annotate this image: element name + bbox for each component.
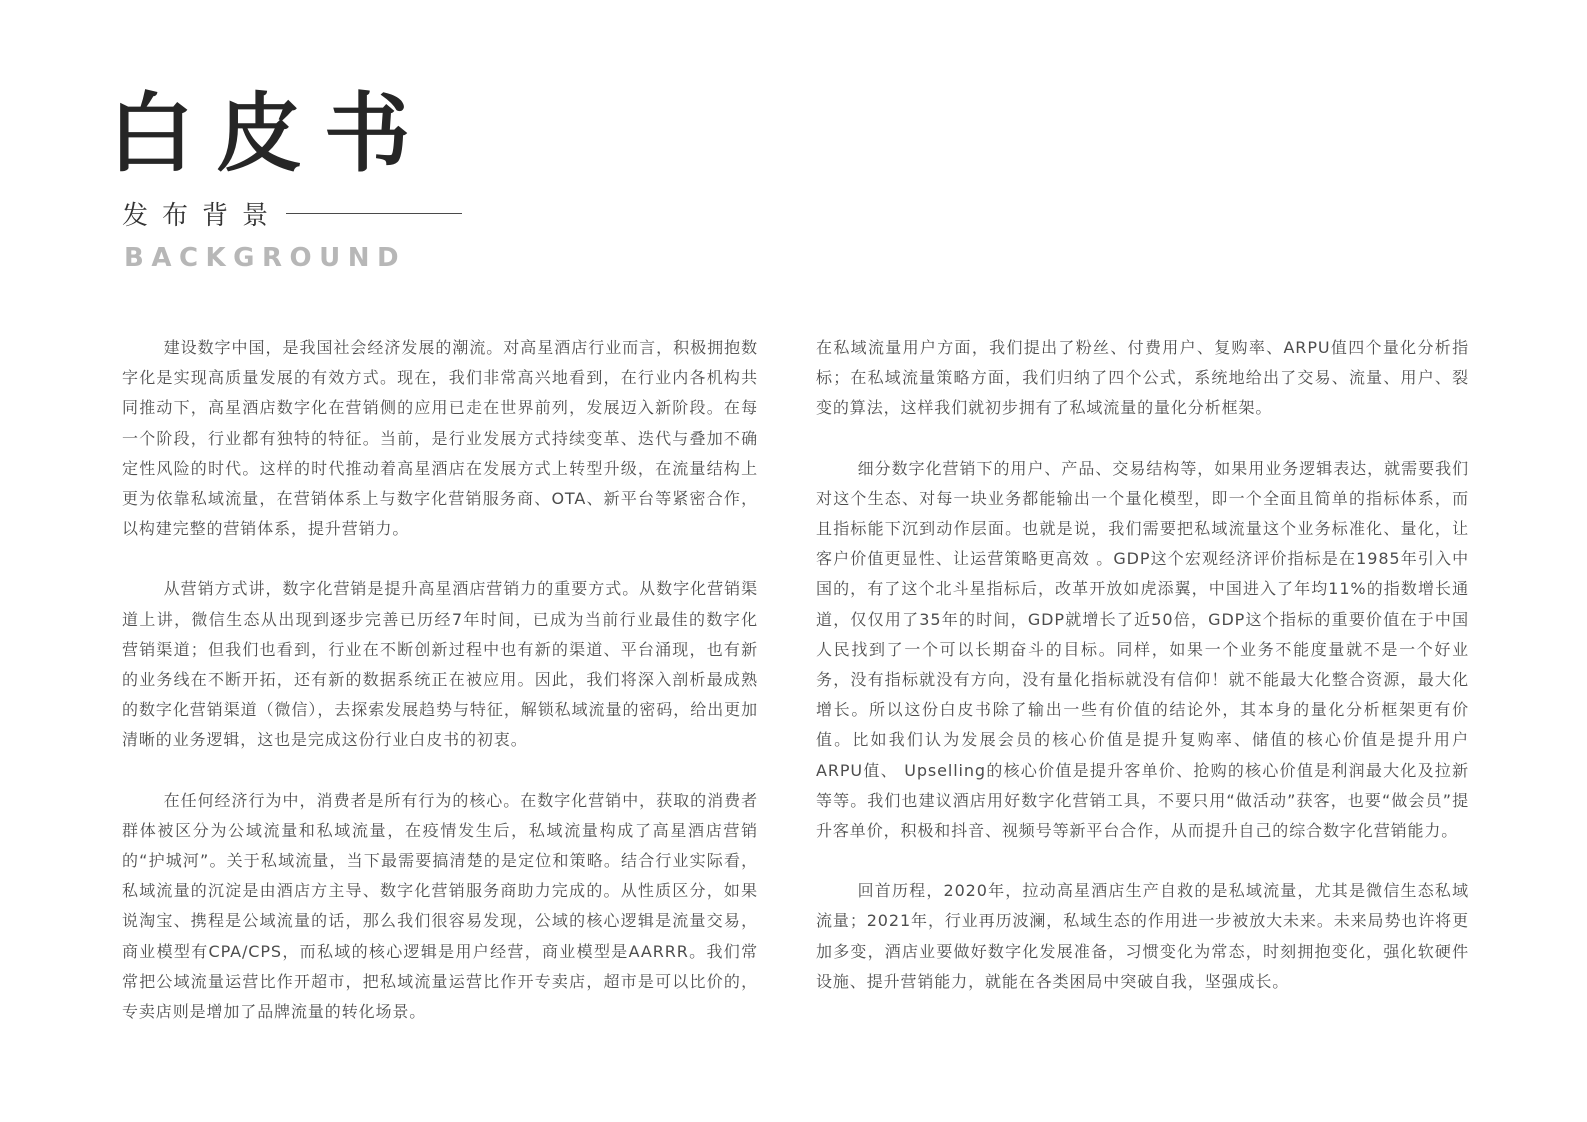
page-title: 白皮书 bbox=[108, 84, 432, 184]
paragraph: 回首历程，2020年，拉动高星酒店生产自救的是私域流量，尤其是微信生态私域流量；2021年，行业再历波澜，私域生态的作用进一步被放大未来。未来局势也许将更加多变，酒店业要做好数字化发展准备，习惯变化为常态，时刻拥抱变化，强化软硬件设施、提升营销能力，就能在各类困局中突破自我，坚强成长。 bbox=[816, 881, 1469, 991]
paragraph: 细分数字化营销下的用户、产品、交易结构等，如果用业务逻辑表达，就需要我们对这个生态、对每一块业务都能输出一个量化模型，即一个全面且简单的指标体系，而且指标能下沉到动作层面。也就是说，我们需要把私域流量这个业务标准化、量化，让客户价值更显性、让运营策略更高效 。GDP这个宏观经济评价指标是在1985年引入中国的，有了这个北斗星指标后，改革开放如虎添翼，中国进入了年均11%的指数增长通道，仅仅用了35年的时间，GDP就增长了近50倍，GDP这个指标的重要价值在于中国人民找到了一个可以长期奋斗的目标。同样，如果一个业务不能度量就不是一个好业务，没有指标就没有方向，没有量化指标就没有信仰！就不能最大化整合资源，最大化增长。所以这份白皮书除了输出一些有价值的结论外，其本身的量化分析框架更有价值。比如我们认为发展会员的核心价值是提升复购率、储值的核心价值是提升用户ARPU值、 Upselling的核心价值是提升客单价、抢购的核心价值是利润最大化及拉新等等。我们也建议酒店用好数字化营销工具，不要只用“做活动”获客，也要“做会员”提升客单价，积极和抖音、视频号等新平台合作，从而提升自己的综合数字化营销能力。 bbox=[816, 458, 1469, 841]
section-heading-en: BACKGROUND bbox=[124, 243, 407, 273]
section-heading bbox=[122, 196, 462, 230]
paragraph: 在任何经济行为中，消费者是所有行为的核心。在数字化营销中，获取的消费者群体被区分为公域流量和私域流量，在疫情发生后，私域流量构成了高星酒店营销的“护城河”。关于私域流量，当下最需要搞清楚的是定位和策略。结合行业实际看，私域流量的沉淀是由酒店方主导、数字化营销服务商助力完成的。从性质区分，如果说淘宝、携程是公域流量的话，那么我们很容易发现，公域的核心逻辑是流量交易，商业模型有CPA/CPS，而私域的核心逻辑是用户经营，商业模型是AARRR。我们常常把公域流量运营比作开超市，把私域流量运营比作开专卖店，超市是可以比价的，专卖店则是增加了品牌流量的转化场景。 bbox=[122, 790, 758, 1022]
paragraph: 从营销方式讲，数字化营销是提升高星酒店营销力的重要方式。从数字化营销渠道上讲，微信生态从出现到逐步完善已历经7年时间，已成为当前行业最佳的数字化营销渠道；但我们也看到，行业在不断创新过程中也有新的渠道、平台涌现，也有新的业务线在不断开拓，还有新的数据系统正在被应用。因此，我们将深入剖析最成熟的数字化营销渠道（微信），去探索发展趋势与特征，解锁私域流量的密码，给出更加清晰的业务逻辑，这也是完成这份行业白皮书的初衷。 bbox=[122, 579, 758, 750]
section-heading-cn: 发布背景 bbox=[122, 200, 283, 231]
left-text-column bbox=[122, 333, 758, 1057]
heading-divider-line bbox=[286, 213, 462, 214]
paragraph: 建设数字中国，是我国社会经济发展的潮流。对高星酒店行业而言，积极拥抱数字化是实现高质量发展的有效方式。现在，我们非常高兴地看到，在行业内各机构共同推动下，高星酒店数字化在营销侧的应用已走在世界前列，发展迈入新阶段。在每一个阶段，行业都有独特的特征。当前，是行业发展方式持续变革、迭代与叠加不确定性风险的时代。这样的时代推动着高星酒店在发展方式上转型升级，在流量结构上更为依靠私域流量，在营销体系上与数字化营销服务商、OTA、新平台等紧密合作，以构建完整的营销体系，提升营销力。 bbox=[122, 338, 758, 539]
paragraph: 在私域流量用户方面，我们提出了粉丝、付费用户、复购率、ARPU值四个量化分析指标；在私域流量策略方面，我们归纳了四个公式，系统地给出了交易、流量、用户、裂变的算法，这样我们就初步拥有了私域流量的量化分析框架。 bbox=[816, 338, 1469, 418]
right-text-column bbox=[816, 333, 1469, 1027]
